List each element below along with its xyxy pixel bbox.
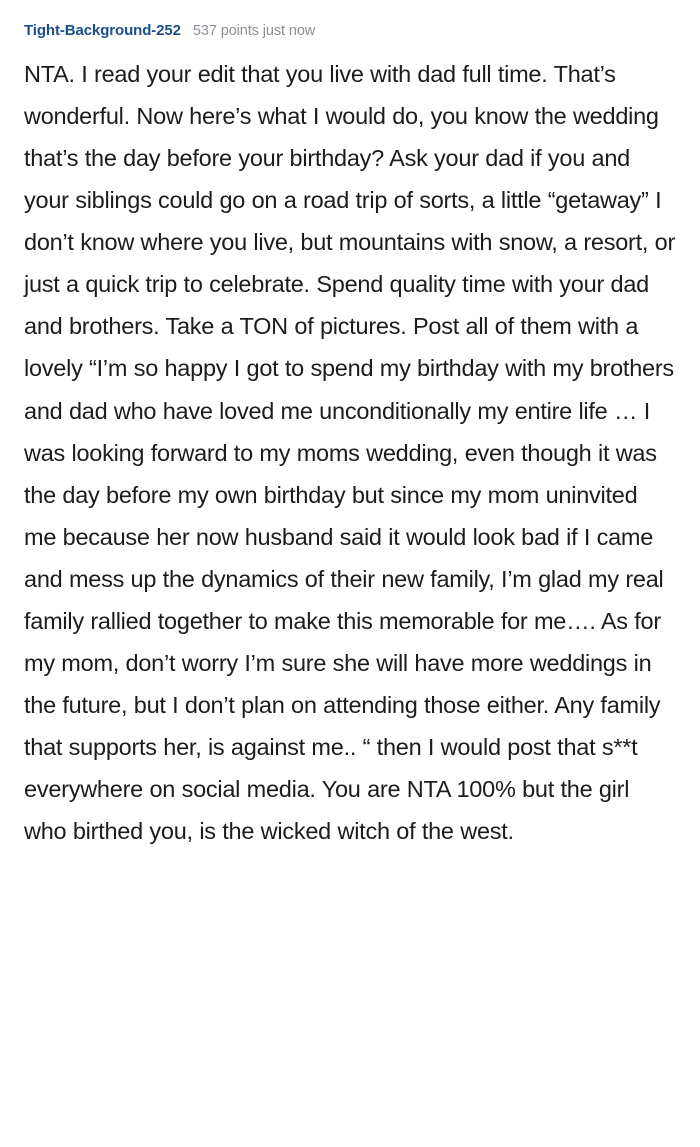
comment-body: NTA. I read your edit that you live with dad full time. That’s wonderful. Now here’s what I would do, you know the wedding that’s the day before your birthday? Ask your dad if you and your siblings could go on a road trip of sorts, a little “getaway” I don’t know where you live, but mountains with snow, a resort, or just a quick trip to celebrate. Spend quality time with your dad and brothers. Take a TON of pictures. Post all of them with a lovely “I’m so happy I got to spend my birthday with my brothers and dad who have loved me unconditionally my entire life … I was looking forward to my moms wedding, even though it was the day before my own birthday but since my mom uninvited me because her now husband said it would look bad if I came and mess up the dynamics of their new family, I’m glad my real family rallied together to make this memorable for me…. As for my mom, don’t worry I’m sure she will have more weddings in the future, but I don’t plan on attending those either. Any family that supports her, is against me.. “ then I would post that s**t everywhere on social media. You are NTA 100% but the girl who birthed you, is the wicked witch of the west. (24, 61, 676, 845)
comment-author[interactable]: Tight-Background-252 (24, 22, 181, 39)
comment-meta: 537 points just now (192, 23, 316, 39)
comment-header (24, 22, 676, 39)
